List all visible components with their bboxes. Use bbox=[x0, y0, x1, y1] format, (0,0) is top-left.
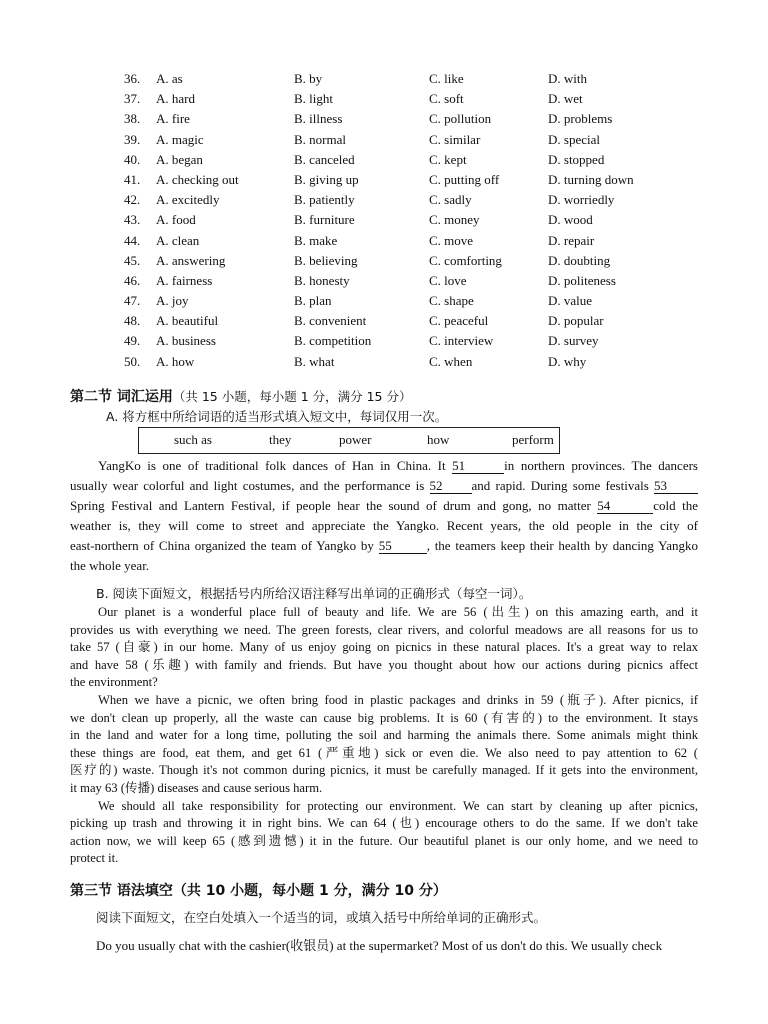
passage-line: take 57 (自豪) in our home. Many of us enjoy going on picnics in these natural places. It's a great way to relax bbox=[70, 640, 698, 655]
option-a: A. beautiful bbox=[156, 313, 219, 329]
section-info: （共 15 小题，每小题 1 分，满分 15 分） bbox=[172, 389, 412, 404]
question-number: 39. bbox=[124, 131, 141, 147]
option-a: A. answering bbox=[156, 252, 226, 268]
option-d: D. popular bbox=[548, 313, 604, 329]
question-number: 37. bbox=[124, 91, 141, 107]
option-c: C. interview bbox=[429, 333, 494, 349]
option-d: D. survey bbox=[548, 333, 599, 349]
section-3-instruction: 阅读下面短文，在空白处填入一个适当的词，或填入括号中所给单词的正确形式。 bbox=[96, 910, 547, 925]
question-number: 45. bbox=[124, 252, 141, 268]
question-number: 46. bbox=[124, 272, 141, 288]
option-d: D. special bbox=[548, 131, 600, 147]
option-b: B. giving up bbox=[294, 171, 359, 187]
question-number: 50. bbox=[124, 353, 141, 369]
passage-line: these things are food, eat them, and get 61 (严重地) sick or even die. We also need to pay attention to 62 ( bbox=[70, 745, 698, 760]
option-d: D. with bbox=[548, 71, 587, 86]
section-3-heading bbox=[70, 880, 447, 900]
passage-line: When we have a picnic, we often bring food in plastic packages and drinks in 59 (瓶子). After picnics, if bbox=[98, 692, 698, 707]
word-box-item: such as bbox=[174, 432, 212, 447]
option-b: B. make bbox=[294, 232, 338, 248]
question-number: 44. bbox=[124, 232, 141, 248]
passage-line: in the land and water for a long time, polluting the soil and harming the animals there. Some animals might think bbox=[70, 728, 698, 743]
option-b: B. honesty bbox=[294, 272, 350, 288]
option-d: D. turning down bbox=[548, 171, 634, 187]
passage-line: we don't clean up properly, all the waste can cause big problems. It is 60 (有害的) to the environment. It stays bbox=[70, 710, 698, 725]
option-a: A. business bbox=[156, 333, 216, 349]
option-d: D. wet bbox=[548, 91, 583, 107]
option-a: A. food bbox=[156, 212, 196, 228]
option-c: C. when bbox=[429, 353, 473, 369]
option-c: C. comforting bbox=[429, 252, 502, 268]
passage-line: Our planet is a wonderful place full of beauty and life. We are 56 (出生) on this amazing earth, and it bbox=[98, 605, 698, 619]
passage-line: it may 63 (传播) diseases and cause serious harm. bbox=[70, 780, 323, 795]
option-b: B. convenient bbox=[294, 313, 367, 329]
option-row bbox=[124, 190, 724, 210]
option-row bbox=[124, 352, 724, 372]
word-box-item: how bbox=[427, 432, 450, 447]
passage-line: Spring Festival and Lantern Festival, if people hear the sound of drum and gong, no matter 54 cold the bbox=[70, 498, 698, 513]
question-number: 48. bbox=[124, 313, 141, 329]
option-c: C. similar bbox=[429, 131, 481, 147]
option-a: A. how bbox=[156, 353, 195, 369]
option-row bbox=[124, 150, 724, 170]
passage-line: protect it. bbox=[70, 851, 119, 866]
passage-line: the whole year. bbox=[70, 558, 150, 573]
option-row bbox=[124, 331, 724, 351]
question-number: 40. bbox=[124, 151, 141, 167]
option-b: B. patiently bbox=[294, 192, 355, 208]
option-row bbox=[124, 170, 724, 190]
option-b: B. normal bbox=[294, 131, 346, 147]
question-number: 38. bbox=[124, 111, 141, 127]
word-box-item: power bbox=[339, 432, 372, 447]
passage-line: action now, we will keep 65 (感到遗憾) it in the future. Our beautiful planet is our only home, and we need to bbox=[70, 833, 698, 848]
section-title: 第二节 词汇运用 bbox=[70, 389, 173, 405]
option-d: D. value bbox=[548, 293, 593, 309]
part-a-instruction: A. 将方框中所给词语的适当形式填入短文中，每词仅用一次。 bbox=[106, 409, 448, 424]
word-box-item: perform bbox=[512, 432, 554, 447]
option-c: C. kept bbox=[429, 151, 467, 167]
option-row bbox=[124, 311, 724, 331]
word-box-item: they bbox=[269, 432, 292, 447]
option-b: B. furniture bbox=[294, 212, 355, 228]
section-title: 第三节 语法填空（共 10 小题，每小题 1 分，满分 10 分） bbox=[70, 883, 447, 899]
passage-line: 医疗的) waste. Though it's not common during picnics, it must be carefully managed. If it gets into the environment, bbox=[70, 763, 698, 778]
passage-line: weather is, they will come to street and appreciate the Yangko. Recent years, the old people in the city of bbox=[70, 518, 698, 533]
answer-blank[interactable]: 52 bbox=[430, 479, 472, 494]
word-box bbox=[138, 427, 560, 454]
option-d: D. doubting bbox=[548, 252, 611, 268]
option-b: B. competition bbox=[294, 333, 372, 349]
option-c: C. sadly bbox=[429, 192, 472, 208]
option-a: A. excitedly bbox=[156, 192, 220, 208]
option-b: B. plan bbox=[294, 293, 332, 309]
option-c: C. like bbox=[429, 71, 464, 86]
passage-line: the environment? bbox=[70, 675, 158, 690]
part-b-instruction: B. 阅读下面短文，根据括号内所给汉语注释写出单词的正确形式（每空一词）。 bbox=[96, 586, 532, 601]
option-c: C. shape bbox=[429, 293, 474, 309]
option-b: B. light bbox=[294, 91, 334, 107]
option-a: A. hard bbox=[156, 91, 195, 107]
option-a: A. checking out bbox=[156, 171, 239, 187]
option-row bbox=[124, 210, 724, 230]
option-a: A. fairness bbox=[156, 272, 213, 288]
option-row bbox=[124, 291, 724, 311]
option-row bbox=[124, 130, 724, 150]
passage-a bbox=[70, 456, 698, 576]
question-number: 49. bbox=[124, 333, 141, 349]
question-number: 43. bbox=[124, 212, 141, 228]
option-a: A. began bbox=[156, 151, 203, 167]
option-row bbox=[124, 109, 724, 129]
passage-line: We should all take responsibility for protecting our environment. We can start by cleaning up after picnics, bbox=[98, 798, 698, 813]
option-row bbox=[124, 271, 724, 291]
option-a: A. clean bbox=[156, 232, 200, 248]
option-d: D. stopped bbox=[548, 151, 605, 167]
section-2-heading bbox=[70, 386, 411, 406]
option-d: D. worriedly bbox=[548, 192, 615, 208]
option-d: D. problems bbox=[548, 111, 613, 127]
option-b: B. believing bbox=[294, 252, 358, 268]
option-c: C. move bbox=[429, 232, 474, 248]
option-b: B. canceled bbox=[294, 151, 355, 167]
answer-blank[interactable]: 53 bbox=[654, 479, 698, 494]
answer-blank[interactable]: 54 bbox=[597, 499, 653, 514]
option-c: C. pollution bbox=[429, 111, 492, 127]
option-d: D. repair bbox=[548, 232, 595, 248]
option-c: C. money bbox=[429, 212, 480, 228]
option-a: A. magic bbox=[156, 131, 204, 147]
question-number: 41. bbox=[124, 171, 141, 187]
passage-line: usually wear colorful and light costumes, and the performance is 52 and rapid. During some festivals 53 bbox=[70, 476, 698, 496]
passage-line: picking up trash and throwing it in right bins. We can 64 (也) encourage others to do the same. If we don't take bbox=[70, 816, 698, 831]
option-b: B. illness bbox=[294, 111, 343, 127]
question-number: 42. bbox=[124, 192, 141, 208]
option-c: C. love bbox=[429, 272, 467, 288]
option-row bbox=[124, 251, 724, 271]
option-a: A. fire bbox=[156, 111, 190, 127]
answer-blank[interactable]: 51 bbox=[452, 459, 504, 474]
passage-line: provides us with everything we need. The green forests, clear rivers, and colorful meadows are all reasons for us to bbox=[70, 622, 698, 637]
option-b: B. what bbox=[294, 353, 335, 369]
answer-blank[interactable]: 55 bbox=[379, 539, 427, 554]
section-3-passage-line: Do you usually chat with the cashier(收银员) at the supermarket? Most of us don't do this. We usually check bbox=[96, 938, 663, 953]
options-list bbox=[124, 69, 724, 372]
passage-line: east-northern of China organized the team of Yangko by 55 , the teamers keep their health by dancing Yangko bbox=[70, 538, 698, 553]
option-a: A. joy bbox=[156, 293, 189, 309]
option-d: D. wood bbox=[548, 212, 593, 228]
option-b: B. by bbox=[294, 71, 323, 86]
option-a: A. as bbox=[156, 71, 183, 86]
option-d: D. politeness bbox=[548, 272, 616, 288]
question-number: 47. bbox=[124, 293, 141, 309]
passage-b bbox=[70, 604, 698, 868]
option-row bbox=[124, 89, 724, 109]
option-c: C. putting off bbox=[429, 171, 500, 187]
option-c: C. peaceful bbox=[429, 313, 489, 329]
option-row bbox=[124, 231, 724, 251]
option-d: D. why bbox=[548, 353, 587, 369]
passage-line: YangKo is one of traditional folk dances of Han in China. It 51 in northern provinces. The dancers bbox=[98, 458, 698, 473]
option-c: C. soft bbox=[429, 91, 464, 107]
question-number: 36. bbox=[124, 71, 141, 86]
option-row bbox=[124, 69, 724, 89]
passage-line: and have 58 (乐趣) with family and friends. But have you thought about how our actions during picnics affect bbox=[70, 657, 698, 672]
